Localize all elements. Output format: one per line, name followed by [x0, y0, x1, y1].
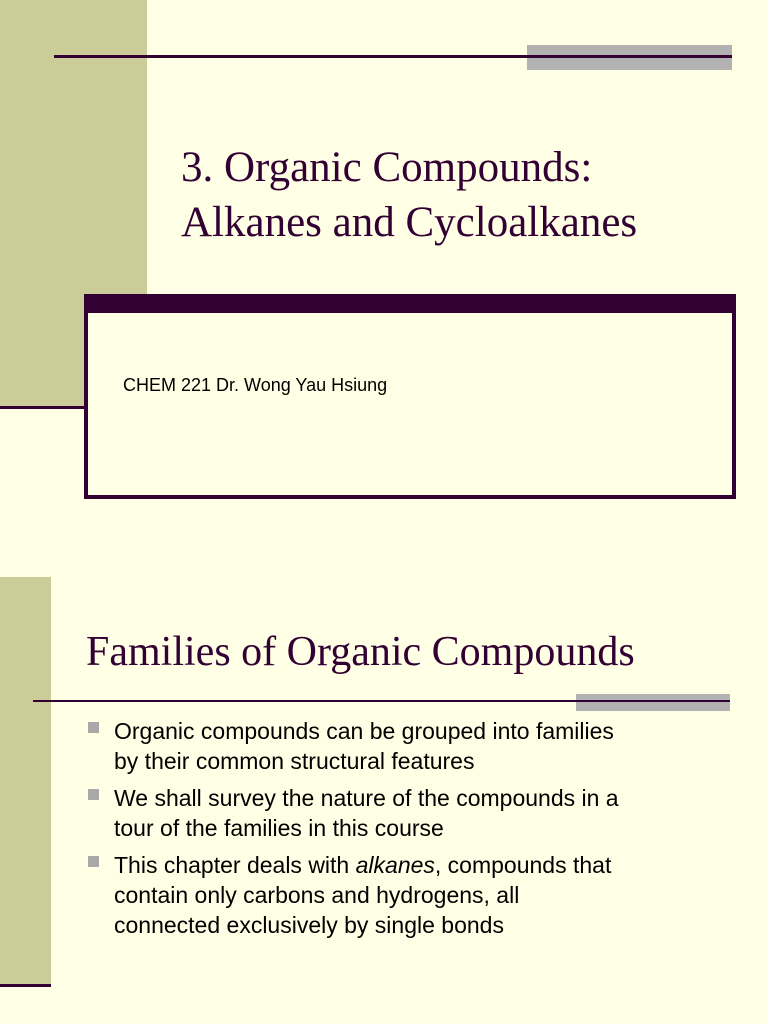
slide2-bullet-list	[86, 716, 726, 947]
bullet-line: We shall survey the nature of the compounds in a	[114, 785, 619, 811]
bullet-line: by their common structural features	[114, 748, 475, 774]
emphasized-term: alkanes	[355, 852, 435, 878]
slide2-sidebar-bottom-rule	[0, 984, 51, 987]
bullet-line	[114, 850, 726, 880]
bullet-line: Organic compounds can be grouped into families	[114, 718, 614, 744]
slide1-title-line-1: 3. Organic Compounds:	[181, 144, 593, 191]
bullet-item	[86, 850, 726, 940]
bullet-item	[86, 716, 726, 776]
slide2-sidebar-band	[0, 577, 51, 987]
slide2-accent-line	[576, 700, 730, 702]
bullet-line: contain only carbons and hydrogens, all	[114, 882, 520, 908]
slide1-title-line-2: Alkanes and Cycloalkanes	[181, 199, 638, 246]
square-bullet-icon	[88, 789, 99, 800]
slide1-subtitle-box	[84, 294, 736, 499]
square-bullet-icon	[88, 856, 99, 867]
slide2-title: Families of Organic Compounds	[86, 629, 635, 675]
slide1-title	[181, 140, 741, 250]
bullet-text: This chapter deals with	[114, 852, 356, 878]
bullet-item	[86, 783, 726, 843]
square-bullet-icon	[88, 722, 99, 733]
slide1-subtitle: CHEM 221 Dr. Wong Yau Hsiung	[123, 375, 388, 395]
bullet-text: , compounds that	[434, 852, 612, 878]
slide1-sidebar-rule	[0, 406, 84, 409]
slide2-accent-bar	[576, 694, 730, 711]
bullet-line: tour of the families in this course	[114, 815, 444, 841]
bullet-line: connected exclusively by single bonds	[114, 912, 504, 938]
slide1-top-accent-line	[527, 55, 732, 58]
